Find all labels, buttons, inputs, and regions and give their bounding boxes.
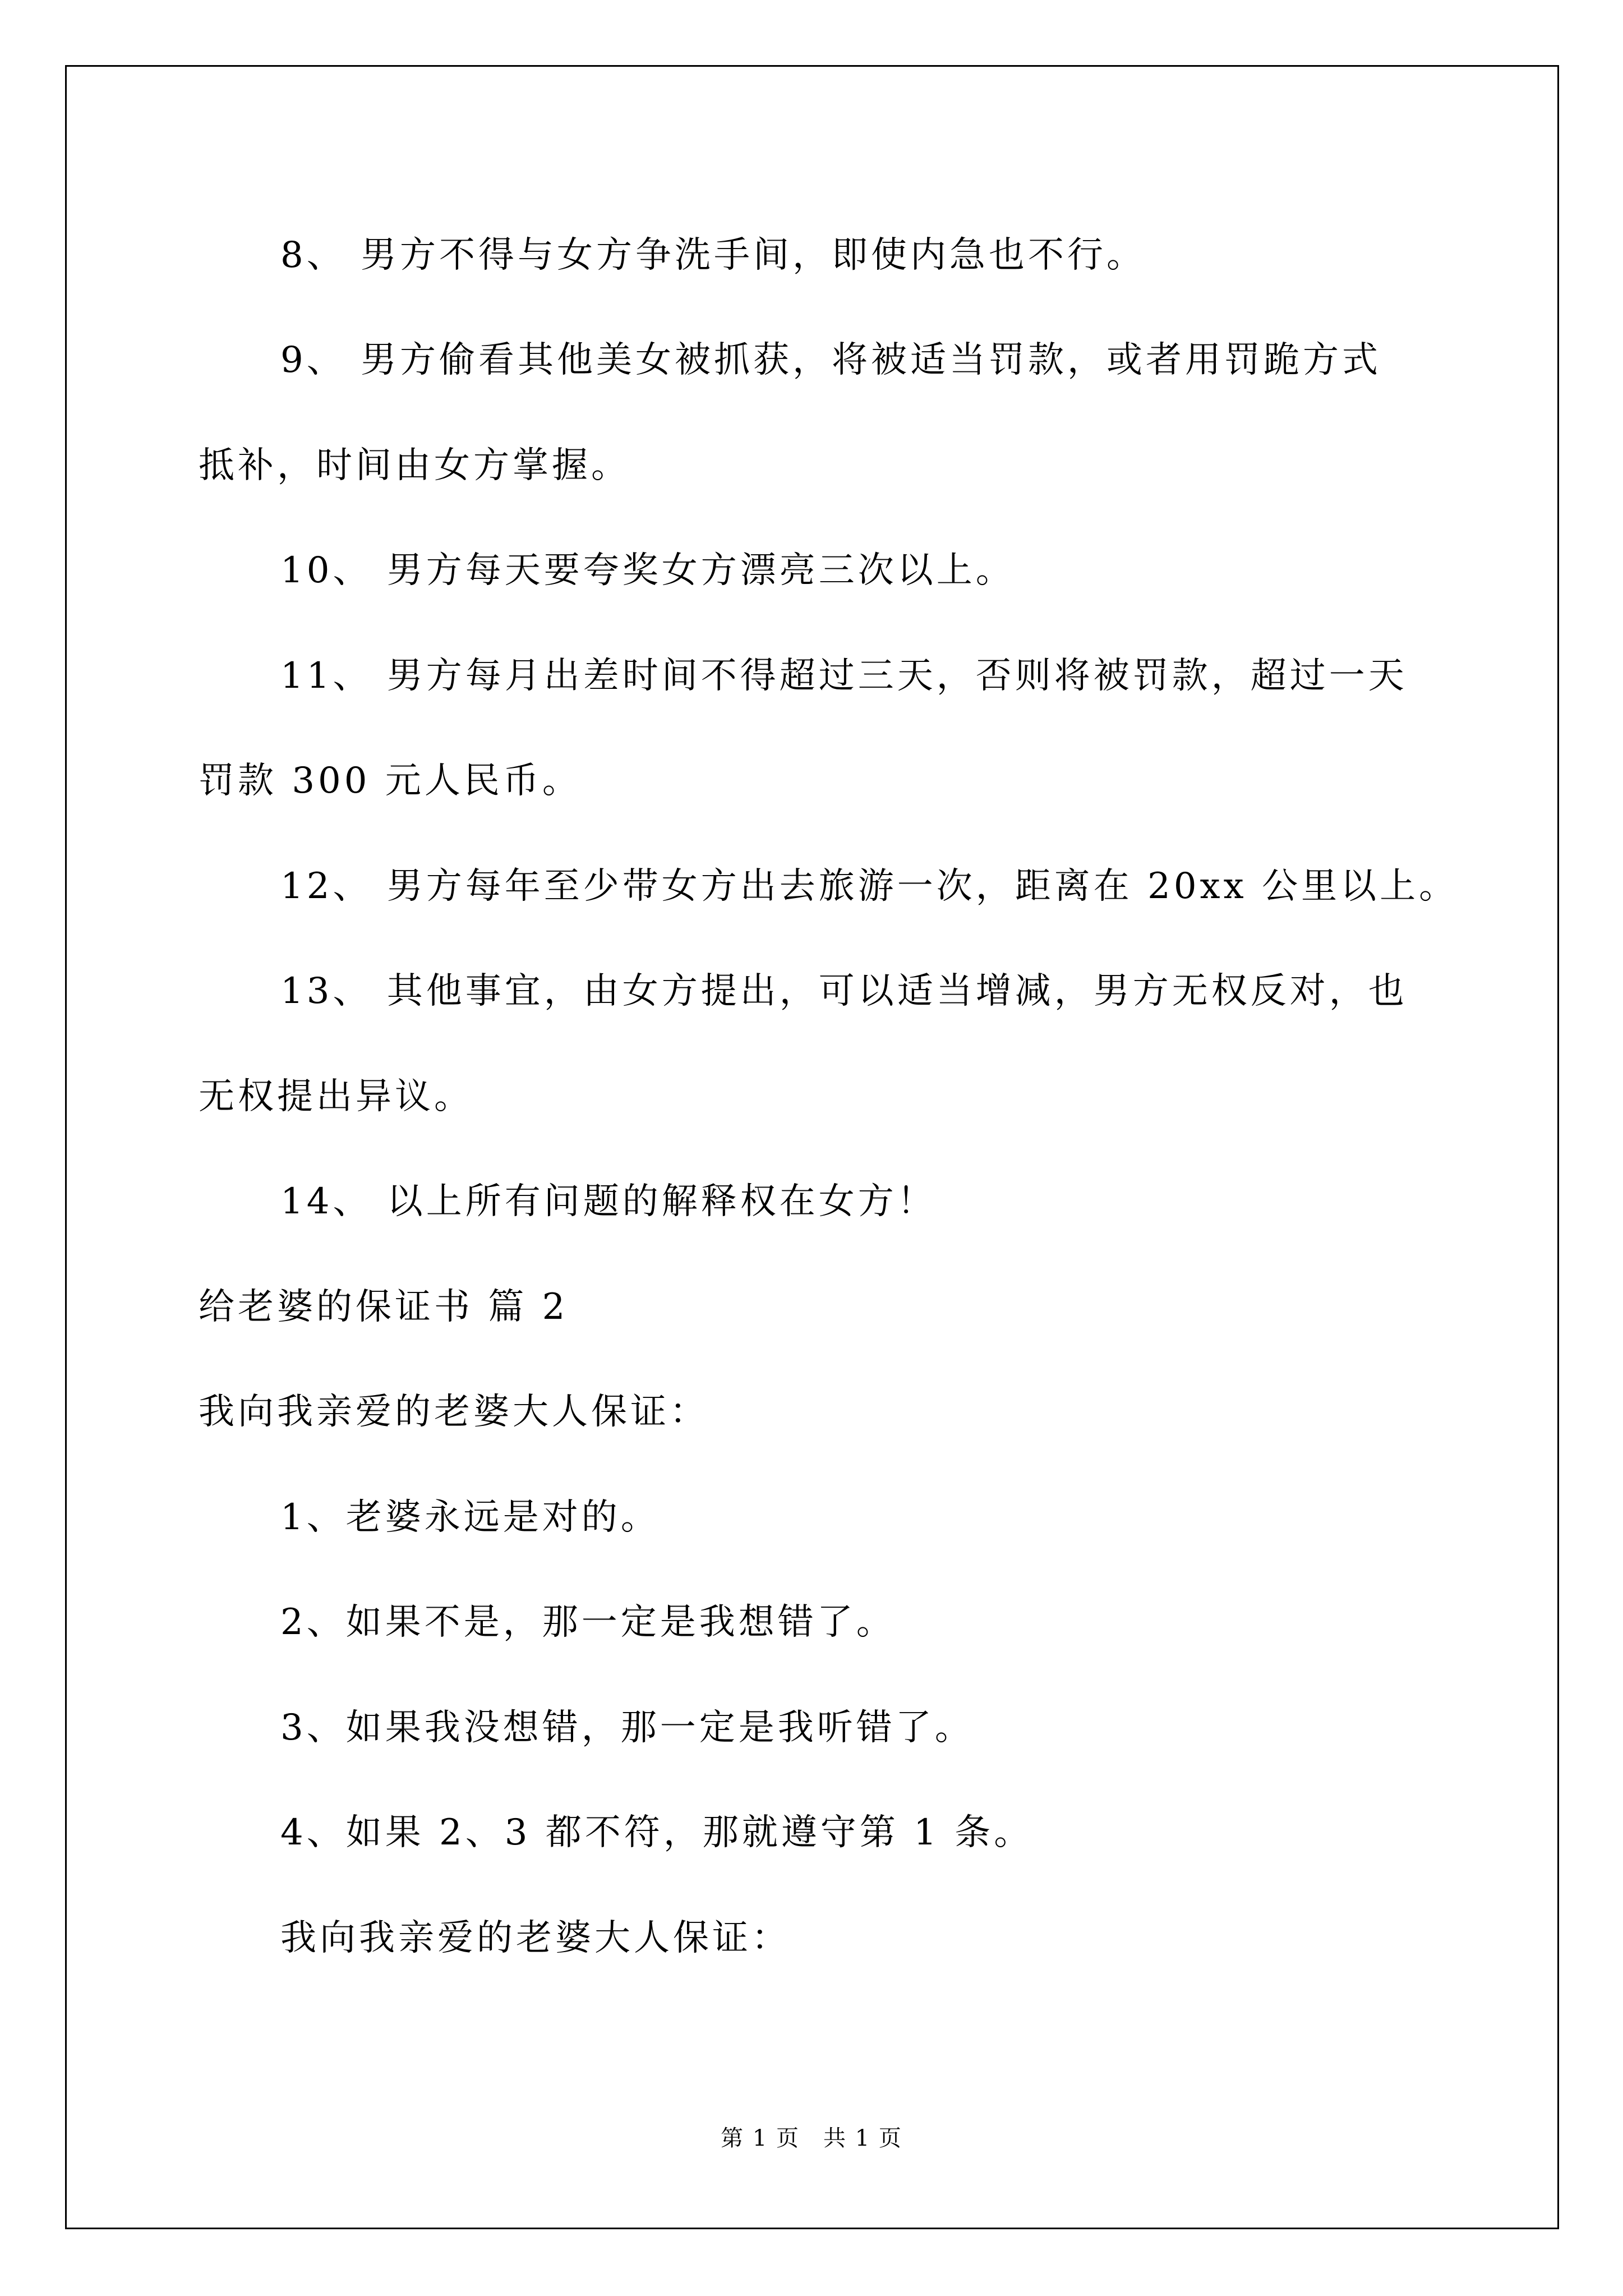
intro-line: 我向我亲爱的老婆大人保证：	[199, 1391, 709, 1433]
page-footer: 第 1 页 共 1 页	[721, 2125, 902, 2151]
item-12: 12、 男方每年至少带女方出去旅游一次，距离在 20xx 公里以上。	[280, 866, 1459, 907]
section-heading: 给老婆的保证书 篇 2	[199, 1286, 569, 1328]
item-11-line-1: 11、 男方每月出差时间不得超过三天，否则将被罚款，超过一天	[280, 655, 1408, 697]
item-9-line-2: 抵补，时间由女方掌握。	[199, 445, 630, 486]
promise-3: 3、如果我没想错，那一定是我听错了。	[280, 1707, 974, 1749]
item-11-line-2: 罚款 300 元人民币。	[199, 760, 582, 802]
item-9-line-1: 9、 男方偷看其他美女被抓获，将被适当罚款，或者用罚跪方式	[280, 339, 1382, 381]
item-13-line-2: 无权提出异议。	[199, 1076, 473, 1117]
page-border	[65, 65, 1559, 2229]
item-13-line-1: 13、 其他事宜，由女方提出，可以适当增减，男方无权反对，也	[280, 970, 1408, 1012]
item-8: 8、 男方不得与女方争洗手间，即使内急也不行。	[280, 234, 1146, 276]
item-10: 10、 男方每天要夸奖女方漂亮三次以上。	[280, 550, 1015, 591]
promise-1: 1、老婆永远是对的。	[280, 1497, 660, 1538]
promise-2: 2、如果不是，那一定是我想错了。	[280, 1602, 896, 1643]
promise-4: 4、如果 2、3 都不符，那就遵守第 1 条。	[280, 1812, 1034, 1853]
item-14: 14、 以上所有问题的解释权在女方！	[280, 1181, 937, 1222]
closing-line: 我向我亲爱的老婆大人保证：	[280, 1917, 791, 1959]
